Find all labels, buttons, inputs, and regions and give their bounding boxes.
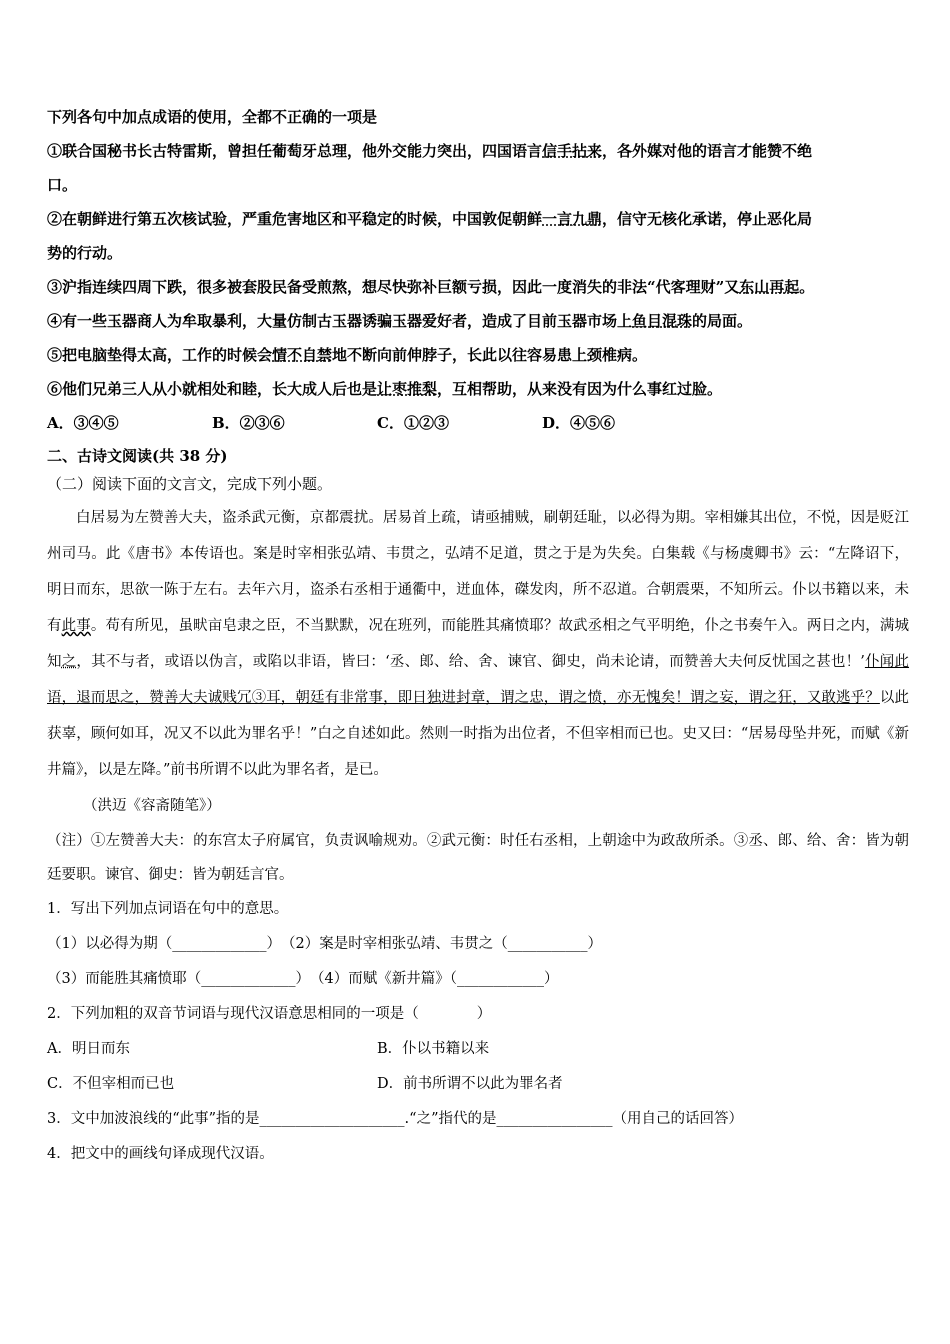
idiom-2: 一言九鼎 [542,210,603,228]
section-subheading: （二）阅读下面的文言文，完成下列小题。 [47,475,333,493]
underlined-sentence: 仆闻此语，退而思之，赞善大夫诚贱冗③耳，朝廷有非常事，即日独进封章，谓之忠，谓之愤，亦无愧矣！谓之妄，谓之狂，又敢逃乎？ [47,654,910,706]
sentence-3: ③沪指连续四周下跌，很多被套股民备受煎熬，想尽快弥补巨额亏损，因此一度消失的非法“代客理财”又东山再起。 [47,278,815,296]
q2-options-row-1 [47,1032,909,1067]
dotted-zhi: 之 [61,654,77,670]
q1-item-1[interactable]: （1）以必得为期（_____________） [47,936,274,952]
q2-option-b[interactable]: B．仆以书籍以来 [377,1041,490,1057]
sentence-6: ⑥他们兄弟三人从小就相处和睦，长大成人后也是让枣推梨，互相帮助，从来没有因为什么事红过脸。 [47,380,723,398]
option-c[interactable]: C．①②③ [377,414,449,432]
idiom-6: 让枣推梨 [377,380,438,398]
q2-option-c[interactable]: C．不但宰相而已也 [47,1076,175,1092]
q1-row-1 [47,927,909,962]
option-a[interactable]: A．③④⑤ [47,414,119,432]
section-heading: 二、古诗文阅读(共 38 分) [47,447,228,465]
passage-paragraph: 白居易为左赞善大夫，盗杀武元衡，京都震扰。居易首上疏，请亟捕贼，刷朝廷耻，以必得为期。宰相嫌其出位，不悦，因是贬江州司马。此《唐书》本传语也。案是时宰相张弘靖、韦贯之，弘靖不足道，贯之于是为失矣。白集载《与杨虞卿书》云：“左降诏下，明日而东，思欲一陈于左右。去年六月，盗杀右丞相于通衢中，迸血体，磔发肉，所不忍道。合朝震栗，不知所云。仆以书籍以来，未有此事。苟有所见，虽畎亩皂隶之臣，不当默默，况在班列，而能胜其痛愤耶？故武丞相之气平明绝，仆之书奏午入。两日之内，满城知之，其不与者，或语以伪言，或陷以非语，皆曰：‘丞、郎、给、舍、谏官、御史，尚未论请，而赞善大夫何反忧国之甚也！’仆闻此语，退而思之，赞善大夫诚贱冗③耳，朝廷有非常事，即日独进封章，谓之忠，谓之愤，亦无愧矣！谓之妄，谓之狂，又敢逃乎？以此获辜，顾何如耳，况又不以此为罪名乎！”白之自述如此。然则一时指为出位者，不但宰相而已也。史又曰：“居易母坠井死，而赋《新井篇》，以是左降。”前书所谓不以此为罪名者，是已。 [47,510,910,778]
sentence-1-cont: 口。 [47,176,78,194]
passage-source: （洪迈《容斋随笔》） [83,798,221,814]
option-d[interactable]: D．④⑤⑥ [542,414,616,432]
sentence-4: ④有一些玉器商人为牟取暴利，大量仿制古玉器诱骗玉器爱好者，造成了目前玉器市场上鱼目混珠的局面。 [47,312,753,330]
idiom-options [47,406,909,440]
q1-item-2[interactable]: （2）案是时宰相张弘靖、韦贯之（___________） [288,936,602,952]
annotation-note: （注）①左赞善大夫：的东宫太子府属官，负责讽喻规劝。②武元衡：时任右丞相，上朝途中为政敌所杀。③丞、郎、给、舍：皆为朝廷要职。谏官、御史：皆为朝廷言官。 [47,833,909,883]
q2-stem: 2．下列加粗的双音节词语与现代汉语意思相同的一项是（ ） [47,1006,492,1022]
option-b[interactable]: B．②③⑥ [212,414,285,432]
idiom-5: 情不自禁 [272,346,333,364]
q2-options-row-2 [47,1067,909,1102]
sentence-2-cont: 势的行动。 [47,244,123,262]
q3[interactable]: 3．文中加波浪线的“此事”指的是____________________.“之”指代的是________________（用自己的话回答） [47,1111,743,1127]
q2-option-d[interactable]: D．前书所谓不以此为罪名者 [377,1076,563,1092]
q1-stem: 1．写出下列加点词语在句中的意思。 [47,901,289,917]
idiom-4: 鱼目混珠 [632,312,693,330]
document-page [47,100,909,1172]
q1-row-2 [47,962,909,997]
sentence-1: ①联合国秘书长古特雷斯，曾担任葡萄牙总理，他外交能力突出，四国语言信手拈来，各外媒对他的语言才能赞不绝 [47,142,813,160]
q1-item-3[interactable]: （3）而能胜其痛愤耶（_____________） [47,971,303,987]
sentence-2: ②在朝鲜进行第五次核试验，严重危害地区和平稳定的时候，中国敦促朝鲜一言九鼎，信守无核化承诺，停止恶化局 [47,210,813,228]
idiom-3: 东山再起 [739,278,800,296]
sentence-5: ⑤把电脑垫得太高，工作的时候会情不自禁地不断向前伸脖子，长此以往容易患上颈椎病。 [47,346,648,364]
q4: 4．把文中的画线句译成现代汉语。 [47,1146,274,1162]
wavy-phrase: 此事 [61,618,91,634]
idiom-1: 信手拈来 [542,142,603,160]
idiom-question-stem: 下列各句中加点成语的使用，全都不正确的一项是 [47,108,378,126]
q2-option-a[interactable]: A．明日而东 [47,1041,130,1057]
q1-item-4[interactable]: （4）而赋《新井篇》（____________） [317,971,559,987]
classical-passage [47,500,909,824]
